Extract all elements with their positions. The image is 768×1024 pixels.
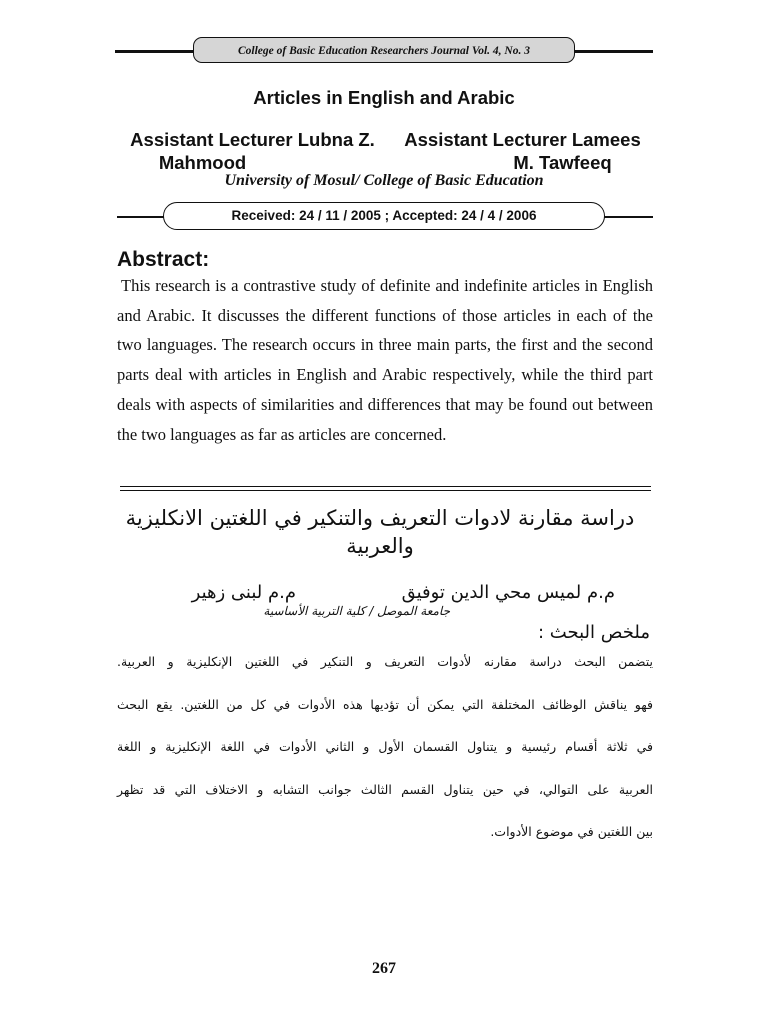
author-2-line2: M. Tawfeeq — [513, 152, 612, 173]
author-1 — [110, 128, 395, 174]
arabic-line-2: فهو يناقش الوظائف المختلفة التي يمكن أن تؤديها هذه الأدوات في كل من اللغتين. يقع البحث — [117, 697, 653, 712]
separator-bottom — [120, 490, 651, 491]
page-number: 267 — [372, 960, 396, 977]
header-rule-right — [573, 50, 653, 53]
journal-header: College of Basic Education Researchers Journal Vol. 4, No. 3 — [193, 37, 575, 63]
abstract-heading: Abstract: — [117, 248, 210, 271]
abstract-body: This research is a contrastive study of definite and indefinite articles in English and Arabic. It discusses the different functions of those articles in each of the two languages. The research occurs in three main parts, the first and the second parts deal with articles in English and Arabic respectively, while the third part deals with aspects of similarities and differences that may be found out between the two languages as far as articles are concerned. — [117, 276, 653, 444]
header-rule-left — [115, 50, 195, 53]
dates-box: Received: 24 / 11 / 2005 ; Accepted: 24 / 4 / 2006 — [163, 202, 605, 230]
arabic-line-1: يتضمن البحث دراسة مقارنه لأدوات التعريف و التنكير في اللغتين الإنكليزية و العربية. — [117, 654, 653, 669]
affiliation: University of Mosul/ College of Basic Education — [224, 172, 544, 189]
arabic-line-5: بين اللغتين في موضوع الأدوات. — [490, 824, 653, 839]
dates-rule-right — [603, 216, 653, 218]
arabic-affiliation: جامعة الموصل / كلية التربية الأساسية — [263, 604, 450, 618]
arabic-summary-heading: ملخص البحث : — [538, 622, 650, 643]
author-1-line1: Assistant Lecturer Lubna Z. — [130, 129, 375, 150]
arabic-line-3: في ثلاثة أقسام رئيسية و يتناول القسمان الأول و الثاني الأدوات في اللغة الإنكليزية و اللغة — [117, 739, 653, 754]
arabic-line-4: العربية على التوالي، في حين يتناول القسم الثالث جوانب التشابه و الاختلاف التي قد تظهر — [117, 782, 653, 797]
paper-title: Articles in English and Arabic — [253, 87, 515, 108]
separator-top — [120, 486, 651, 487]
author-1-line2: Mahmood — [158, 152, 247, 173]
arabic-title: دراسة مقارنة لادوات التعريف والتنكير في اللغتين الانكليزية والعربية — [125, 506, 635, 558]
dates-rule-left — [117, 216, 165, 218]
author-2-line1: Assistant Lecturer Lamees — [404, 129, 641, 150]
abstract-text — [117, 271, 653, 449]
arabic-author-1: م.م لبنى زهير — [191, 582, 296, 603]
author-2 — [390, 128, 655, 174]
arabic-author-2: م.م لميس محي الدين توفيق — [401, 582, 615, 603]
